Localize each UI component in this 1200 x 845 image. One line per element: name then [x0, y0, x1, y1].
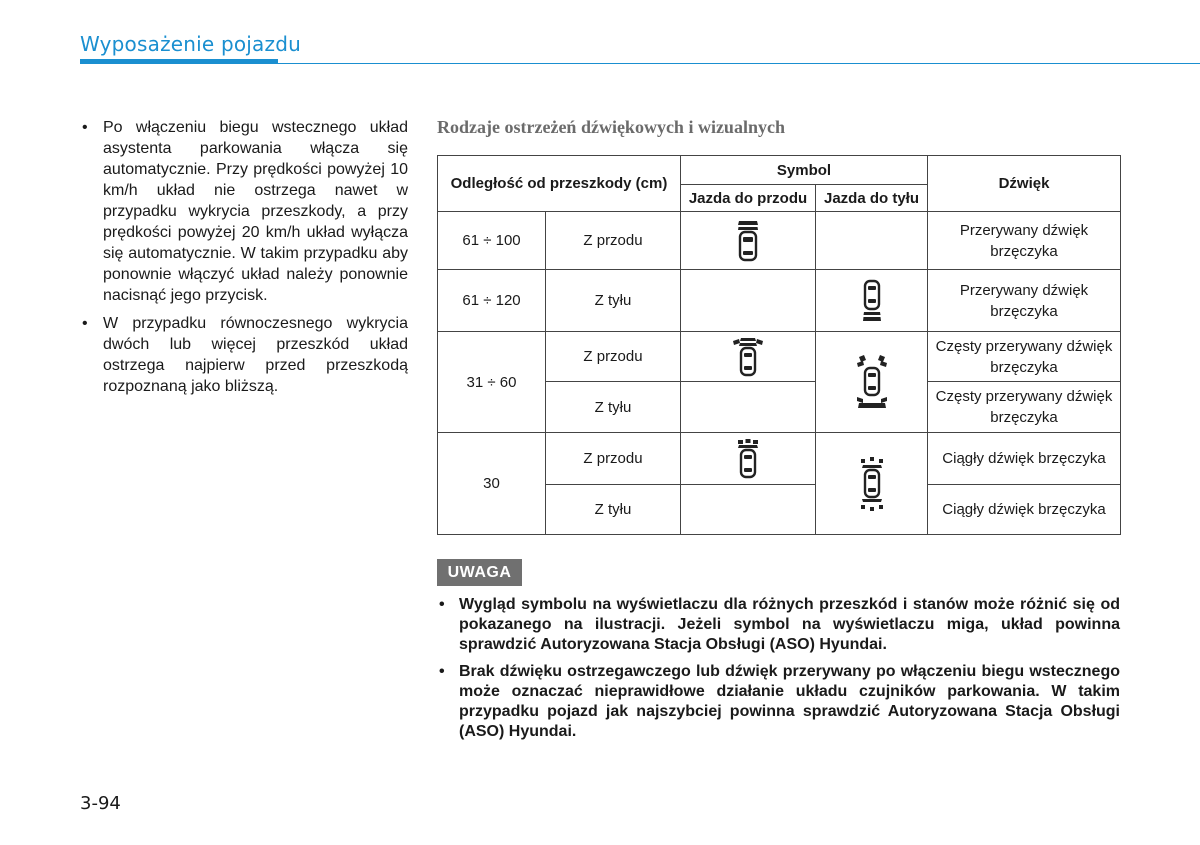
note-item — [437, 595, 1120, 655]
section-title: Rodzaje ostrzeżeń dźwiękowych i wizualnych — [437, 117, 785, 137]
reverse-symbol-cell — [816, 433, 928, 535]
table-row — [438, 332, 1121, 382]
bullet-dot-icon: • — [82, 315, 88, 332]
distance-cell: 61 ÷ 120 — [438, 270, 546, 332]
forward-symbol-cell — [681, 485, 816, 535]
warning-table — [437, 155, 1121, 535]
header-reverse: Jazda do tyłu — [816, 185, 928, 212]
sound-cell: Ciągły dźwięk brzęczyka — [928, 485, 1121, 535]
bullet-dot-icon: • — [439, 663, 445, 680]
forward-symbol-cell — [681, 212, 816, 270]
bullet-dot-icon: • — [439, 596, 445, 613]
direction-cell: Z tyłu — [546, 270, 681, 332]
header-distance: Odległość od przeszkody (cm) — [438, 156, 681, 212]
forward-symbol-cell — [681, 382, 816, 433]
direction-cell: Z przodu — [546, 433, 681, 485]
forward-symbol-cell — [681, 433, 816, 485]
header-rule — [80, 63, 1200, 64]
bullet-text: W przypadku równoczesnego wykrycia dwóch lub więcej przeszkód układ ostrzega najpierw przed przeszkodą rozpoznaną jako bliższą. — [103, 315, 408, 395]
page-header-title: Wyposażenie pojazdu — [80, 32, 301, 56]
distance-cell: 31 ÷ 60 — [438, 332, 546, 433]
reverse-symbol-cell — [816, 212, 928, 270]
left-column — [80, 117, 408, 404]
direction-cell: Z przodu — [546, 212, 681, 270]
note-text: Wygląd symbolu na wyświetlaczu dla różnych przeszkód i stanów może różnić się od pokazanego na ilustracji. Jeżeli symbol na wyświetlaczu miga, układ powinna sprawdzić Autoryzowana Stacja Obsługi (ASO) Hyundai. — [459, 596, 1120, 653]
table-header-row — [438, 156, 1121, 185]
sound-cell: Częsty przerywany dźwięk brzęczyka — [928, 332, 1121, 382]
sound-cell: Przerywany dźwięk brzęczyka — [928, 270, 1121, 332]
table-row — [438, 433, 1121, 485]
reverse-symbol-cell — [816, 332, 928, 433]
bullet-item — [80, 313, 408, 397]
sound-cell: Częsty przerywany dźwięk brzęczyka — [928, 382, 1121, 433]
bullet-item — [80, 117, 408, 306]
car-rear-warning-icon — [862, 279, 882, 323]
header-sound: Dźwięk — [928, 156, 1121, 212]
page-number: 3-94 — [80, 793, 121, 814]
note-list — [437, 595, 1120, 749]
forward-symbol-cell — [681, 332, 816, 382]
distance-cell: 30 — [438, 433, 546, 535]
car-all-corners-warning-icon — [855, 354, 889, 410]
direction-cell: Z tyłu — [546, 382, 681, 433]
table-row — [438, 270, 1121, 332]
direction-cell: Z przodu — [546, 332, 681, 382]
car-all-close-warning-icon — [858, 456, 886, 512]
sound-cell: Ciągły dźwięk brzęczyka — [928, 433, 1121, 485]
table-row — [438, 212, 1121, 270]
sound-cell: Przerywany dźwięk brzęczyka — [928, 212, 1121, 270]
bullet-text: Po włączeniu biegu wstecznego układ asystenta parkowania włącza się automatycznie. Przy prędkości powyżej 10 km/h układ nie ostrzega nawet w przypadku wykrycia przeszkody, a przy prędkości powyżej 20 km/h układ wyłącza się automatycznie. W takim przypadku aby ponownie włączyć układ należy ponownie nacisnąć jego przycisk. — [103, 119, 408, 304]
header-symbol: Symbol — [681, 156, 928, 185]
note-badge: UWAGA — [437, 559, 522, 586]
direction-cell: Z tyłu — [546, 485, 681, 535]
note-item — [437, 662, 1120, 742]
note-text: Brak dźwięku ostrzegawczego lub dźwięk przerywany po włączeniu biegu wstecznego może oznaczać nieprawidłowe działanie układu czujników parkowania. W takim przypadku pojazd jak najszybciej powinna sprawdzić Autoryzowana Stacja Obsługi (ASO) Hyundai. — [459, 663, 1120, 740]
distance-cell: 61 ÷ 100 — [438, 212, 546, 270]
car-front-warning-icon — [736, 219, 760, 263]
header-forward: Jazda do przodu — [681, 185, 816, 212]
forward-symbol-cell — [681, 270, 816, 332]
reverse-symbol-cell — [816, 270, 928, 332]
car-front-corners-warning-icon — [732, 336, 764, 378]
car-front-close-warning-icon — [736, 438, 760, 480]
bullet-dot-icon: • — [82, 119, 88, 136]
